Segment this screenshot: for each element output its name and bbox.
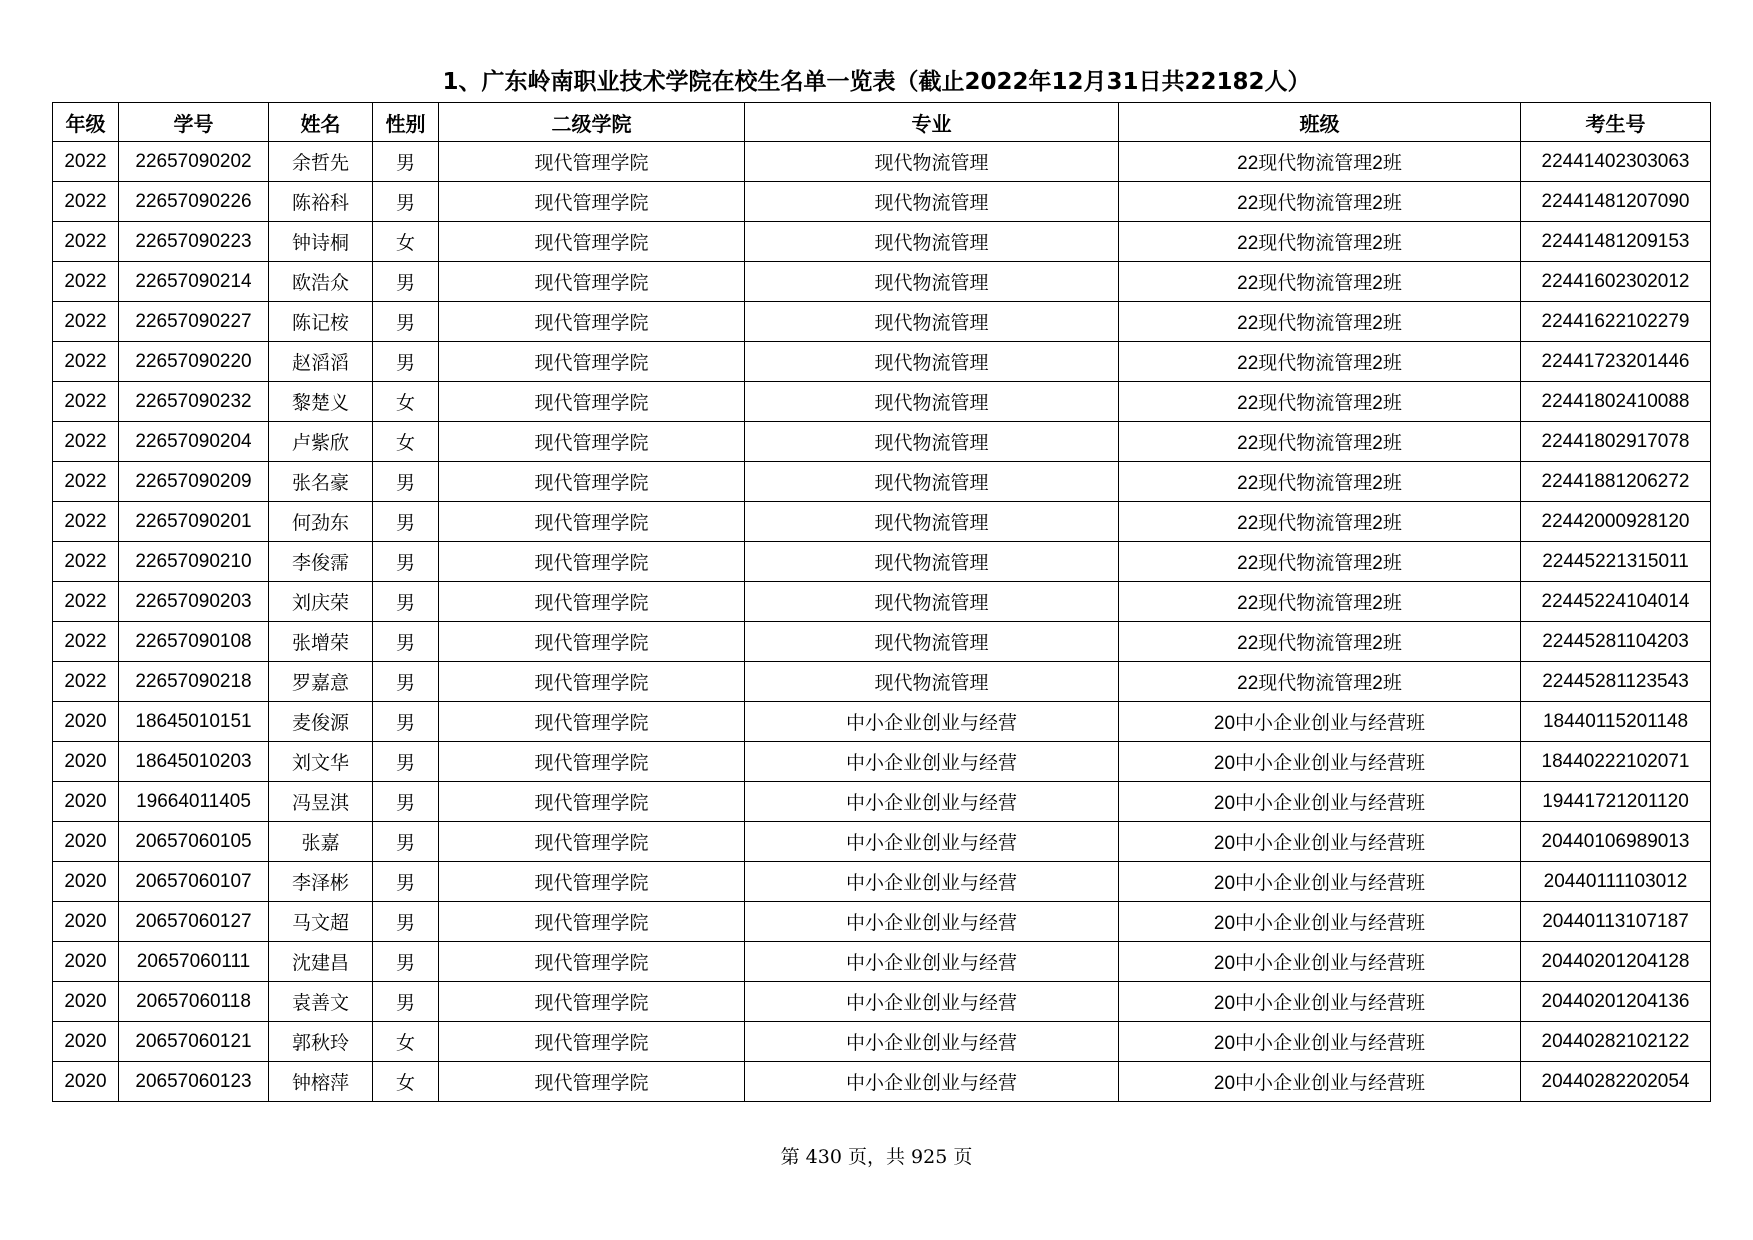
cell-class: 22现代物流管理2班: [1119, 542, 1521, 582]
cell-student-id: 22657090214: [119, 262, 269, 302]
cell-grade: 2020: [53, 982, 119, 1022]
cell-gender: 男: [373, 462, 439, 502]
cell-school: 现代管理学院: [439, 342, 745, 382]
cell-exam-number: 22442000928120: [1521, 502, 1711, 542]
cell-exam-number: 20440111103012: [1521, 862, 1711, 902]
cell-major: 现代物流管理: [745, 382, 1119, 422]
table-body: [53, 142, 1711, 1102]
cell-class: 20中小企业创业与经营班: [1119, 1062, 1521, 1102]
cell-major: 现代物流管理: [745, 142, 1119, 182]
cell-grade: 2022: [53, 542, 119, 582]
cell-exam-number: 22445281123543: [1521, 662, 1711, 702]
cell-grade: 2022: [53, 622, 119, 662]
cell-grade: 2022: [53, 182, 119, 222]
cell-gender: 男: [373, 582, 439, 622]
column-header-class: 班级: [1119, 103, 1521, 142]
cell-name: 郭秋玲: [269, 1022, 373, 1062]
cell-exam-number: 20440282102122: [1521, 1022, 1711, 1062]
cell-student-id: 22657090202: [119, 142, 269, 182]
cell-name: 何劲东: [269, 502, 373, 542]
cell-major: 现代物流管理: [745, 422, 1119, 462]
cell-major: 现代物流管理: [745, 662, 1119, 702]
cell-major: 现代物流管理: [745, 342, 1119, 382]
cell-name: 刘文华: [269, 742, 373, 782]
cell-gender: 女: [373, 1062, 439, 1102]
cell-name: 陈裕科: [269, 182, 373, 222]
page-footer: 第 430 页，共 925 页: [780, 1146, 973, 1168]
cell-major: 现代物流管理: [745, 462, 1119, 502]
cell-name: 刘庆荣: [269, 582, 373, 622]
cell-school: 现代管理学院: [439, 182, 745, 222]
cell-exam-number: 20440113107187: [1521, 902, 1711, 942]
table-row: [53, 422, 1711, 462]
cell-class: 20中小企业创业与经营班: [1119, 742, 1521, 782]
cell-gender: 男: [373, 342, 439, 382]
cell-school: 现代管理学院: [439, 902, 745, 942]
cell-grade: 2020: [53, 1062, 119, 1102]
cell-gender: 男: [373, 862, 439, 902]
cell-grade: 2020: [53, 782, 119, 822]
cell-student-id: 22657090220: [119, 342, 269, 382]
cell-grade: 2020: [53, 942, 119, 982]
cell-name: 钟榕萍: [269, 1062, 373, 1102]
cell-class: 22现代物流管理2班: [1119, 582, 1521, 622]
table-row: [53, 902, 1711, 942]
cell-school: 现代管理学院: [439, 222, 745, 262]
cell-student-id: 19664011405: [119, 782, 269, 822]
cell-exam-number: 20440201204128: [1521, 942, 1711, 982]
cell-exam-number: 22441481207090: [1521, 182, 1711, 222]
cell-grade: 2022: [53, 302, 119, 342]
cell-student-id: 22657090108: [119, 622, 269, 662]
cell-school: 现代管理学院: [439, 142, 745, 182]
cell-grade: 2022: [53, 582, 119, 622]
cell-gender: 男: [373, 622, 439, 662]
cell-name: 张增荣: [269, 622, 373, 662]
cell-student-id: 22657090201: [119, 502, 269, 542]
cell-student-id: 20657060127: [119, 902, 269, 942]
cell-gender: 男: [373, 262, 439, 302]
cell-class: 22现代物流管理2班: [1119, 622, 1521, 662]
cell-grade: 2022: [53, 662, 119, 702]
cell-name: 余哲先: [269, 142, 373, 182]
cell-student-id: 22657090223: [119, 222, 269, 262]
table-row: [53, 982, 1711, 1022]
cell-gender: 女: [373, 382, 439, 422]
cell-gender: 女: [373, 1022, 439, 1062]
cell-exam-number: 18440115201148: [1521, 702, 1711, 742]
cell-gender: 男: [373, 182, 439, 222]
cell-name: 张名豪: [269, 462, 373, 502]
cell-class: 22现代物流管理2班: [1119, 302, 1521, 342]
cell-major: 现代物流管理: [745, 542, 1119, 582]
table-row: [53, 1022, 1711, 1062]
cell-exam-number: 22441802917078: [1521, 422, 1711, 462]
cell-name: 李俊霈: [269, 542, 373, 582]
cell-school: 现代管理学院: [439, 302, 745, 342]
cell-class: 22现代物流管理2班: [1119, 462, 1521, 502]
cell-name: 李泽彬: [269, 862, 373, 902]
cell-name: 马文超: [269, 902, 373, 942]
cell-name: 沈建昌: [269, 942, 373, 982]
cell-gender: 男: [373, 822, 439, 862]
table-row: [53, 262, 1711, 302]
cell-name: 钟诗桐: [269, 222, 373, 262]
cell-major: 中小企业创业与经营: [745, 982, 1119, 1022]
cell-major: 中小企业创业与经营: [745, 902, 1119, 942]
cell-name: 张嘉: [269, 822, 373, 862]
cell-gender: 男: [373, 662, 439, 702]
cell-gender: 男: [373, 142, 439, 182]
cell-class: 20中小企业创业与经营班: [1119, 982, 1521, 1022]
cell-name: 陈记桉: [269, 302, 373, 342]
cell-grade: 2022: [53, 502, 119, 542]
cell-student-id: 22657090209: [119, 462, 269, 502]
cell-major: 中小企业创业与经营: [745, 702, 1119, 742]
cell-grade: 2020: [53, 1022, 119, 1062]
cell-exam-number: 22441402303063: [1521, 142, 1711, 182]
cell-major: 中小企业创业与经营: [745, 782, 1119, 822]
cell-school: 现代管理学院: [439, 942, 745, 982]
cell-class: 20中小企业创业与经营班: [1119, 782, 1521, 822]
cell-major: 中小企业创业与经营: [745, 1022, 1119, 1062]
cell-major: 中小企业创业与经营: [745, 862, 1119, 902]
cell-class: 22现代物流管理2班: [1119, 502, 1521, 542]
cell-exam-number: 22445224104014: [1521, 582, 1711, 622]
cell-student-id: 20657060121: [119, 1022, 269, 1062]
cell-grade: 2022: [53, 142, 119, 182]
table-row: [53, 862, 1711, 902]
cell-grade: 2020: [53, 902, 119, 942]
cell-exam-number: 22445281104203: [1521, 622, 1711, 662]
cell-major: 现代物流管理: [745, 222, 1119, 262]
cell-major: 现代物流管理: [745, 262, 1119, 302]
cell-class: 22现代物流管理2班: [1119, 262, 1521, 302]
student-roster-table: [52, 102, 1711, 1102]
table-row: [53, 782, 1711, 822]
cell-school: 现代管理学院: [439, 462, 745, 502]
cell-name: 卢紫欣: [269, 422, 373, 462]
page-title: 1、广东岭南职业技术学院在校生名单一览表（截止2022年12月31日共22182人）: [442, 69, 1311, 95]
cell-grade: 2020: [53, 822, 119, 862]
cell-grade: 2022: [53, 422, 119, 462]
cell-name: 欧浩众: [269, 262, 373, 302]
cell-exam-number: 22441622102279: [1521, 302, 1711, 342]
cell-name: 麦俊源: [269, 702, 373, 742]
cell-class: 22现代物流管理2班: [1119, 222, 1521, 262]
cell-gender: 女: [373, 222, 439, 262]
column-header-name: 姓名: [269, 103, 373, 142]
cell-grade: 2020: [53, 862, 119, 902]
cell-grade: 2022: [53, 462, 119, 502]
cell-school: 现代管理学院: [439, 622, 745, 662]
table-row: [53, 342, 1711, 382]
cell-grade: 2020: [53, 702, 119, 742]
cell-major: 中小企业创业与经营: [745, 1062, 1119, 1102]
cell-student-id: 22657090226: [119, 182, 269, 222]
cell-student-id: 20657060111: [119, 942, 269, 982]
cell-school: 现代管理学院: [439, 502, 745, 542]
cell-gender: 男: [373, 742, 439, 782]
table-row: [53, 822, 1711, 862]
cell-major: 中小企业创业与经营: [745, 942, 1119, 982]
cell-student-id: 20657060123: [119, 1062, 269, 1102]
cell-class: 20中小企业创业与经营班: [1119, 1022, 1521, 1062]
cell-exam-number: 22441723201446: [1521, 342, 1711, 382]
column-header-grade: 年级: [53, 103, 119, 142]
cell-gender: 男: [373, 542, 439, 582]
cell-gender: 男: [373, 302, 439, 342]
cell-class: 22现代物流管理2班: [1119, 182, 1521, 222]
cell-student-id: 22657090227: [119, 302, 269, 342]
cell-exam-number: 20440106989013: [1521, 822, 1711, 862]
cell-school: 现代管理学院: [439, 662, 745, 702]
cell-major: 现代物流管理: [745, 502, 1119, 542]
cell-school: 现代管理学院: [439, 1062, 745, 1102]
cell-gender: 男: [373, 982, 439, 1022]
cell-student-id: 22657090203: [119, 582, 269, 622]
cell-student-id: 20657060105: [119, 822, 269, 862]
cell-school: 现代管理学院: [439, 822, 745, 862]
cell-name: 罗嘉意: [269, 662, 373, 702]
cell-name: 赵滔滔: [269, 342, 373, 382]
table-row: [53, 462, 1711, 502]
cell-name: 冯昱淇: [269, 782, 373, 822]
cell-class: 22现代物流管理2班: [1119, 662, 1521, 702]
column-header-school: 二级学院: [439, 103, 745, 142]
cell-major: 现代物流管理: [745, 302, 1119, 342]
table-row: [53, 142, 1711, 182]
cell-exam-number: 18440222102071: [1521, 742, 1711, 782]
cell-exam-number: 22445221315011: [1521, 542, 1711, 582]
cell-class: 22现代物流管理2班: [1119, 142, 1521, 182]
column-header-student-id: 学号: [119, 103, 269, 142]
table-row: [53, 582, 1711, 622]
cell-exam-number: 19441721201120: [1521, 782, 1711, 822]
cell-grade: 2022: [53, 342, 119, 382]
cell-grade: 2022: [53, 262, 119, 302]
cell-grade: 2022: [53, 222, 119, 262]
cell-class: 22现代物流管理2班: [1119, 342, 1521, 382]
cell-major: 现代物流管理: [745, 622, 1119, 662]
cell-school: 现代管理学院: [439, 702, 745, 742]
cell-exam-number: 22441881206272: [1521, 462, 1711, 502]
cell-school: 现代管理学院: [439, 982, 745, 1022]
cell-student-id: 22657090232: [119, 382, 269, 422]
table-row: [53, 1062, 1711, 1102]
cell-school: 现代管理学院: [439, 782, 745, 822]
table-row: [53, 302, 1711, 342]
cell-school: 现代管理学院: [439, 582, 745, 622]
table-row: [53, 662, 1711, 702]
cell-class: 20中小企业创业与经营班: [1119, 702, 1521, 742]
cell-school: 现代管理学院: [439, 262, 745, 302]
cell-gender: 男: [373, 902, 439, 942]
table-row: [53, 222, 1711, 262]
cell-exam-number: 22441802410088: [1521, 382, 1711, 422]
cell-school: 现代管理学院: [439, 742, 745, 782]
cell-grade: 2022: [53, 382, 119, 422]
cell-student-id: 22657090218: [119, 662, 269, 702]
cell-exam-number: 20440201204136: [1521, 982, 1711, 1022]
cell-name: 黎楚义: [269, 382, 373, 422]
cell-gender: 男: [373, 702, 439, 742]
table-row: [53, 382, 1711, 422]
cell-class: 20中小企业创业与经营班: [1119, 942, 1521, 982]
table-row: [53, 942, 1711, 982]
table-header: [53, 103, 1711, 142]
cell-school: 现代管理学院: [439, 542, 745, 582]
cell-exam-number: 22441602302012: [1521, 262, 1711, 302]
table-row: [53, 182, 1711, 222]
cell-school: 现代管理学院: [439, 862, 745, 902]
cell-student-id: 20657060107: [119, 862, 269, 902]
cell-class: 20中小企业创业与经营班: [1119, 822, 1521, 862]
table-row: [53, 742, 1711, 782]
cell-school: 现代管理学院: [439, 422, 745, 462]
cell-name: 袁善文: [269, 982, 373, 1022]
column-header-gender: 性别: [373, 103, 439, 142]
header-row: [53, 103, 1711, 142]
table-row: [53, 702, 1711, 742]
cell-exam-number: 20440282202054: [1521, 1062, 1711, 1102]
cell-grade: 2020: [53, 742, 119, 782]
table-row: [53, 622, 1711, 662]
cell-student-id: 18645010203: [119, 742, 269, 782]
cell-major: 现代物流管理: [745, 582, 1119, 622]
cell-student-id: 18645010151: [119, 702, 269, 742]
cell-school: 现代管理学院: [439, 1022, 745, 1062]
cell-class: 22现代物流管理2班: [1119, 382, 1521, 422]
cell-major: 现代物流管理: [745, 182, 1119, 222]
cell-student-id: 20657060118: [119, 982, 269, 1022]
cell-school: 现代管理学院: [439, 382, 745, 422]
cell-gender: 男: [373, 942, 439, 982]
cell-exam-number: 22441481209153: [1521, 222, 1711, 262]
column-header-exam-number: 考生号: [1521, 103, 1711, 142]
cell-gender: 男: [373, 502, 439, 542]
cell-student-id: 22657090204: [119, 422, 269, 462]
cell-class: 20中小企业创业与经营班: [1119, 862, 1521, 902]
table-row: [53, 542, 1711, 582]
cell-gender: 男: [373, 782, 439, 822]
cell-major: 中小企业创业与经营: [745, 822, 1119, 862]
cell-major: 中小企业创业与经营: [745, 742, 1119, 782]
cell-student-id: 22657090210: [119, 542, 269, 582]
cell-gender: 女: [373, 422, 439, 462]
column-header-major: 专业: [745, 103, 1119, 142]
cell-class: 22现代物流管理2班: [1119, 422, 1521, 462]
cell-class: 20中小企业创业与经营班: [1119, 902, 1521, 942]
table-row: [53, 502, 1711, 542]
